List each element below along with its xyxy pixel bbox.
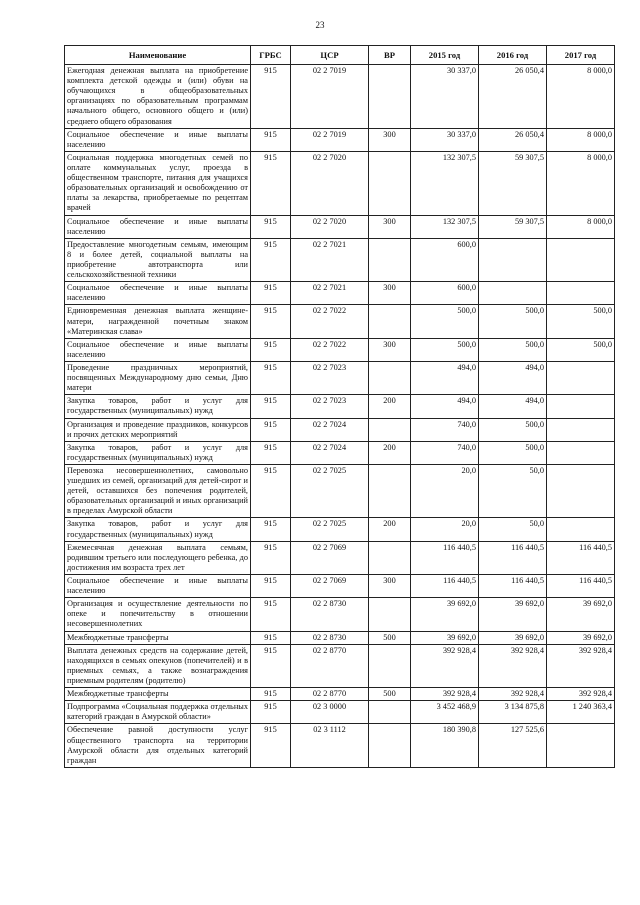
row-grbs: 915 xyxy=(251,724,291,767)
row-grbs: 915 xyxy=(251,418,291,441)
row-grbs: 915 xyxy=(251,598,291,631)
row-grbs: 915 xyxy=(251,441,291,464)
row-csr: 02 2 8730 xyxy=(291,631,369,644)
row-vr: 300 xyxy=(369,128,411,151)
row-amount-2016: 494,0 xyxy=(479,361,547,394)
row-name: Организация и проведение праздников, конкурсов и прочих детских мероприятий xyxy=(65,418,251,441)
row-amount-2016: 3 134 875,8 xyxy=(479,701,547,724)
row-name: Социальное обеспечение и иные выплаты населению xyxy=(65,575,251,598)
row-amount-2017 xyxy=(547,395,615,418)
row-amount-2016: 500,0 xyxy=(479,441,547,464)
row-vr: 500 xyxy=(369,631,411,644)
table-row xyxy=(65,644,615,687)
row-vr: 300 xyxy=(369,215,411,238)
row-csr: 02 2 7025 xyxy=(291,464,369,518)
row-amount-2016: 392 928,4 xyxy=(479,688,547,701)
row-name: Социальная поддержка многодетных семей по оплате коммунальных услуг, проезда в общественном транспорте, питания для учащихся образовательных организаций и освобождению от платы за лекарства, приобретаемые по рецептам врачей xyxy=(65,151,251,215)
row-amount-2015: 392 928,4 xyxy=(411,688,479,701)
header-2015: 2015 год xyxy=(411,46,479,65)
row-csr: 02 2 7023 xyxy=(291,361,369,394)
row-csr: 02 2 7022 xyxy=(291,338,369,361)
row-amount-2017: 500,0 xyxy=(547,305,615,338)
row-vr xyxy=(369,418,411,441)
row-amount-2017 xyxy=(547,238,615,281)
row-amount-2015: 3 452 468,9 xyxy=(411,701,479,724)
row-name: Социальное обеспечение и иные выплаты населению xyxy=(65,215,251,238)
row-vr xyxy=(369,151,411,215)
row-amount-2017 xyxy=(547,724,615,767)
row-vr xyxy=(369,644,411,687)
row-amount-2015: 180 390,8 xyxy=(411,724,479,767)
row-amount-2017: 8 000,0 xyxy=(547,65,615,129)
table-row xyxy=(65,441,615,464)
row-vr xyxy=(369,701,411,724)
row-vr: 500 xyxy=(369,688,411,701)
table-row xyxy=(65,338,615,361)
row-amount-2016: 500,0 xyxy=(479,305,547,338)
row-grbs: 915 xyxy=(251,238,291,281)
row-amount-2017: 39 692,0 xyxy=(547,598,615,631)
table-row xyxy=(65,598,615,631)
table-row xyxy=(65,361,615,394)
row-name: Перевозка несовершеннолетних, самовольно ушедших из семей, организаций для детей-сирот и детей, оставшихся без попечения родителей, образовательных организаций и иных организаций в пределах Амурской области xyxy=(65,464,251,518)
row-csr: 02 2 7069 xyxy=(291,541,369,574)
row-grbs: 915 xyxy=(251,575,291,598)
table-header-row xyxy=(65,46,615,65)
row-amount-2017: 8 000,0 xyxy=(547,128,615,151)
row-amount-2015: 494,0 xyxy=(411,395,479,418)
row-csr: 02 2 7019 xyxy=(291,128,369,151)
row-amount-2015: 116 440,5 xyxy=(411,575,479,598)
row-amount-2017 xyxy=(547,361,615,394)
table-row xyxy=(65,418,615,441)
row-csr: 02 2 7021 xyxy=(291,282,369,305)
row-amount-2017: 116 440,5 xyxy=(547,575,615,598)
row-amount-2017: 116 440,5 xyxy=(547,541,615,574)
row-csr: 02 2 7022 xyxy=(291,305,369,338)
row-amount-2015: 20,0 xyxy=(411,518,479,541)
row-amount-2015: 600,0 xyxy=(411,238,479,281)
row-csr: 02 3 1112 xyxy=(291,724,369,767)
table-row xyxy=(65,541,615,574)
row-vr: 200 xyxy=(369,518,411,541)
row-amount-2017: 392 928,4 xyxy=(547,688,615,701)
row-amount-2015: 494,0 xyxy=(411,361,479,394)
row-csr: 02 2 8730 xyxy=(291,598,369,631)
row-amount-2015: 20,0 xyxy=(411,464,479,518)
row-vr: 200 xyxy=(369,395,411,418)
row-grbs: 915 xyxy=(251,464,291,518)
table-row xyxy=(65,701,615,724)
row-csr: 02 2 7021 xyxy=(291,238,369,281)
row-name: Проведение праздничных мероприятий, посвященных Международному дню семьи, Дню матери xyxy=(65,361,251,394)
table-row xyxy=(65,631,615,644)
row-amount-2015: 132 307,5 xyxy=(411,151,479,215)
page-number: 23 xyxy=(315,20,325,30)
row-name: Предоставление многодетным семьям, имеющим 8 и более детей, социальной выплаты на приобретение автотранспорта или сельскохозяйственной техники xyxy=(65,238,251,281)
row-amount-2016: 50,0 xyxy=(479,518,547,541)
table-row xyxy=(65,215,615,238)
table-row xyxy=(65,724,615,767)
row-vr: 300 xyxy=(369,338,411,361)
row-amount-2017 xyxy=(547,464,615,518)
row-grbs: 915 xyxy=(251,541,291,574)
row-csr: 02 2 8770 xyxy=(291,644,369,687)
row-amount-2015: 392 928,4 xyxy=(411,644,479,687)
row-amount-2015: 39 692,0 xyxy=(411,598,479,631)
row-vr xyxy=(369,598,411,631)
table-row xyxy=(65,688,615,701)
row-grbs: 915 xyxy=(251,631,291,644)
row-vr xyxy=(369,238,411,281)
row-amount-2016: 59 307,5 xyxy=(479,151,547,215)
row-grbs: 915 xyxy=(251,361,291,394)
row-amount-2016: 127 525,6 xyxy=(479,724,547,767)
row-csr: 02 2 8770 xyxy=(291,688,369,701)
row-amount-2017: 392 928,4 xyxy=(547,644,615,687)
table-row xyxy=(65,128,615,151)
row-csr: 02 2 7025 xyxy=(291,518,369,541)
row-amount-2016: 494,0 xyxy=(479,395,547,418)
table-row xyxy=(65,65,615,129)
row-vr xyxy=(369,541,411,574)
row-name: Социальное обеспечение и иные выплаты населению xyxy=(65,282,251,305)
row-amount-2015: 39 692,0 xyxy=(411,631,479,644)
row-amount-2017 xyxy=(547,418,615,441)
table-row xyxy=(65,238,615,281)
row-amount-2017: 500,0 xyxy=(547,338,615,361)
row-name: Межбюджетные трансферты xyxy=(65,688,251,701)
row-vr: 300 xyxy=(369,575,411,598)
row-amount-2016: 26 050,4 xyxy=(479,65,547,129)
row-amount-2016: 59 307,5 xyxy=(479,215,547,238)
table-row xyxy=(65,518,615,541)
row-grbs: 915 xyxy=(251,395,291,418)
header-name: Наименование xyxy=(65,46,251,65)
row-amount-2015: 600,0 xyxy=(411,282,479,305)
row-amount-2017 xyxy=(547,441,615,464)
row-vr xyxy=(369,464,411,518)
row-name: Ежегодная денежная выплата на приобретение комплекта детской одежды и (или) обуви на обучающихся в общеобразовательных организациях по образовательным программам начального общего, основного общего и (или) среднего общего образования xyxy=(65,65,251,129)
row-grbs: 915 xyxy=(251,305,291,338)
row-name: Обеспечение равной доступности услуг общественного транспорта на территории Амурской области для отдельных категорий граждан xyxy=(65,724,251,767)
row-csr: 02 2 7023 xyxy=(291,395,369,418)
table-row xyxy=(65,151,615,215)
row-csr: 02 2 7019 xyxy=(291,65,369,129)
row-name: Ежемесячная денежная выплата семьям, родившим третьего или последующего ребенка, до достижения им возраста трех лет xyxy=(65,541,251,574)
row-name: Единовременная денежная выплата женщине-матери, награжденной почетным знаком «Материнская слава» xyxy=(65,305,251,338)
row-amount-2016: 116 440,5 xyxy=(479,575,547,598)
row-amount-2015: 132 307,5 xyxy=(411,215,479,238)
row-amount-2016: 50,0 xyxy=(479,464,547,518)
row-grbs: 915 xyxy=(251,128,291,151)
row-csr: 02 2 7024 xyxy=(291,418,369,441)
table-row xyxy=(65,575,615,598)
row-name: Организация и осуществление деятельности по опеке и попечительству в отношении несовершеннолетних xyxy=(65,598,251,631)
row-csr: 02 2 7020 xyxy=(291,215,369,238)
row-amount-2015: 500,0 xyxy=(411,338,479,361)
row-vr: 200 xyxy=(369,441,411,464)
row-amount-2016: 500,0 xyxy=(479,338,547,361)
row-amount-2015: 116 440,5 xyxy=(411,541,479,574)
row-amount-2017 xyxy=(547,518,615,541)
row-amount-2016: 39 692,0 xyxy=(479,598,547,631)
row-csr: 02 2 7020 xyxy=(291,151,369,215)
header-2016: 2016 год xyxy=(479,46,547,65)
row-name: Закупка товаров, работ и услуг для государственных (муниципальных) нужд xyxy=(65,395,251,418)
row-amount-2016: 39 692,0 xyxy=(479,631,547,644)
row-grbs: 915 xyxy=(251,151,291,215)
header-csr: ЦСР xyxy=(291,46,369,65)
row-grbs: 915 xyxy=(251,282,291,305)
row-amount-2016: 392 928,4 xyxy=(479,644,547,687)
row-csr: 02 2 7069 xyxy=(291,575,369,598)
row-grbs: 915 xyxy=(251,701,291,724)
row-name: Закупка товаров, работ и услуг для государственных (муниципальных) нужд xyxy=(65,441,251,464)
table-row xyxy=(65,305,615,338)
row-amount-2017: 8 000,0 xyxy=(547,151,615,215)
row-name: Подпрограмма «Социальная поддержка отдельных категорий граждан в Амурской области» xyxy=(65,701,251,724)
row-vr xyxy=(369,361,411,394)
header-vr: ВР xyxy=(369,46,411,65)
header-grbs: ГРБС xyxy=(251,46,291,65)
row-amount-2017: 8 000,0 xyxy=(547,215,615,238)
row-amount-2016 xyxy=(479,238,547,281)
row-vr xyxy=(369,305,411,338)
row-vr: 300 xyxy=(369,282,411,305)
table-row xyxy=(65,464,615,518)
row-grbs: 915 xyxy=(251,518,291,541)
row-vr xyxy=(369,65,411,129)
row-name: Социальное обеспечение и иные выплаты населению xyxy=(65,338,251,361)
row-name: Выплата денежных средств на содержание детей, находящихся в семьях опекунов (попечителей) и в приемных семьях, а также вознаграждения приемным родителям (родителю) xyxy=(65,644,251,687)
row-amount-2017: 1 240 363,4 xyxy=(547,701,615,724)
row-amount-2015: 740,0 xyxy=(411,418,479,441)
row-amount-2015: 30 337,0 xyxy=(411,65,479,129)
row-name: Закупка товаров, работ и услуг для государственных (муниципальных) нужд xyxy=(65,518,251,541)
header-2017: 2017 год xyxy=(547,46,615,65)
row-grbs: 915 xyxy=(251,644,291,687)
row-amount-2016: 26 050,4 xyxy=(479,128,547,151)
table-row xyxy=(65,395,615,418)
row-csr: 02 2 7024 xyxy=(291,441,369,464)
row-grbs: 915 xyxy=(251,688,291,701)
budget-table xyxy=(64,45,615,768)
row-name: Межбюджетные трансферты xyxy=(65,631,251,644)
row-grbs: 915 xyxy=(251,65,291,129)
row-amount-2017: 39 692,0 xyxy=(547,631,615,644)
row-csr: 02 3 0000 xyxy=(291,701,369,724)
row-grbs: 915 xyxy=(251,215,291,238)
row-amount-2015: 30 337,0 xyxy=(411,128,479,151)
row-amount-2015: 500,0 xyxy=(411,305,479,338)
row-amount-2016: 116 440,5 xyxy=(479,541,547,574)
row-amount-2016: 500,0 xyxy=(479,418,547,441)
table-row xyxy=(65,282,615,305)
row-amount-2016 xyxy=(479,282,547,305)
row-vr xyxy=(369,724,411,767)
row-amount-2017 xyxy=(547,282,615,305)
row-amount-2015: 740,0 xyxy=(411,441,479,464)
row-name: Социальное обеспечение и иные выплаты населению xyxy=(65,128,251,151)
row-grbs: 915 xyxy=(251,338,291,361)
